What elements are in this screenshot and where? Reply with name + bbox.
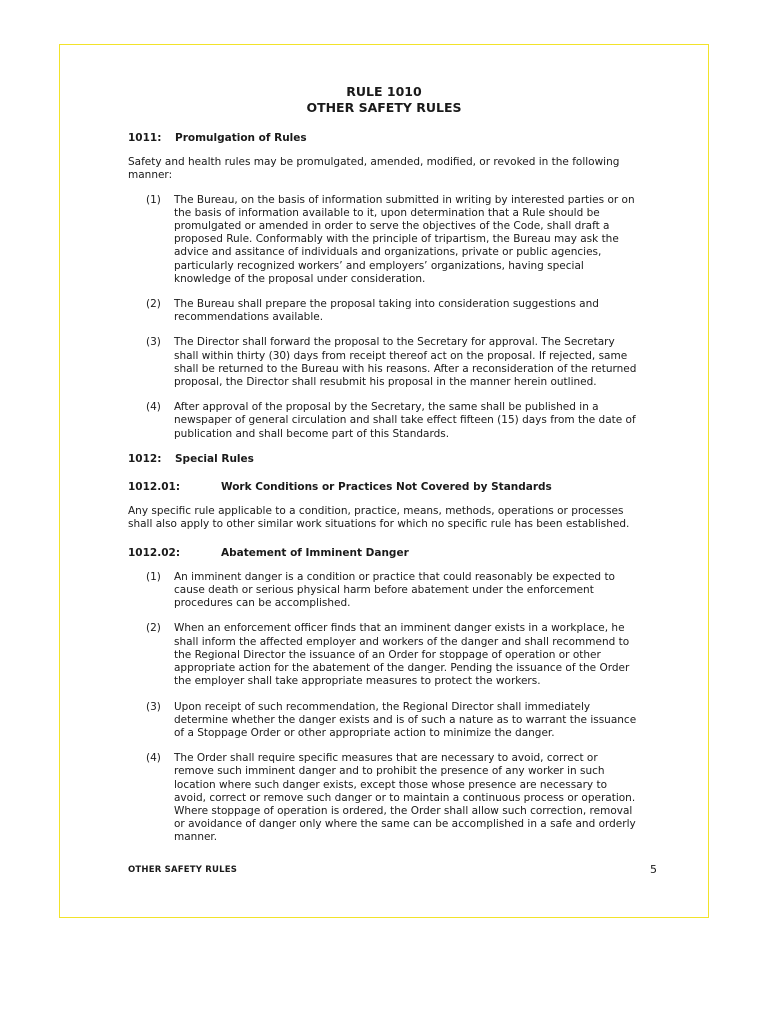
subsection-number: 1012.02: <box>128 546 181 559</box>
item-text: The Order shall require specific measures that are necessary to avoid, correct or remove such imminent danger and to prohibit the presence of any worker in such location where such danger exists, except those whose presence are necessary to avoid, correct or remove such danger or to maintain a continuous process or operation. Where stoppage of operation is ordered, the Order shall allow such correction, removal or avoidance of danger only where the same can be accomplished in a safe and orderly manner. <box>174 752 636 844</box>
item-text: When an enforcement officer finds that an imminent danger exists in a workplace, he shall inform the affected employer and workers of the danger and shall recommend to the Regional Director the issuance of an Order for stoppage of operation or other appropriate action for the abatement of the danger. Pending the issuance of the Order the employer shall take appropriate measures to protect the workers. <box>174 622 630 688</box>
item-marker: (3) <box>146 336 161 349</box>
section-intro: Safety and health rules may be promulgated, amended, modified, or revoked in the following manner: <box>128 156 620 182</box>
list-item <box>128 336 640 389</box>
list-item <box>128 622 640 688</box>
item-marker: (4) <box>146 752 161 765</box>
list-item <box>128 752 640 844</box>
list-1012-02 <box>128 571 640 845</box>
section-heading-1012 <box>128 453 640 466</box>
footer-label: OTHER SAFETY RULES <box>128 865 238 875</box>
list-item <box>128 298 640 324</box>
item-text: The Director shall forward the proposal to the Secretary for approval. The Secretary shall within thirty (30) days from receipt thereof act on the proposal. If rejected, same shall be returned to the Bureau with his reasons. After a reconsideration of the returned proposal, the Director shall resubmit his proposal in the manner herein outlined. <box>174 336 637 389</box>
item-text: An imminent danger is a condition or practice that could reasonably be expected to cause death or serious physical harm before abatement under the enforcement procedures can be accomplished. <box>174 570 615 610</box>
item-marker: (1) <box>146 193 161 206</box>
subsection-heading-1012-02 <box>128 547 640 560</box>
section-number: 1012: <box>128 452 162 465</box>
subsection-title: Abatement of Imminent Danger <box>221 546 409 559</box>
item-text: After approval of the proposal by the Secretary, the same shall be published in a newspaper of general circulation and shall take effect fifteen (15) days from the date of publication and shall become part of this Standards. <box>174 401 636 440</box>
subsection-heading-1012-01 <box>128 481 640 494</box>
item-marker: (2) <box>146 298 161 311</box>
item-marker: (4) <box>146 401 161 414</box>
item-marker: (1) <box>146 570 161 583</box>
list-1011 <box>128 194 640 441</box>
list-item <box>128 571 640 611</box>
section-number: 1011: <box>128 132 162 144</box>
rule-number: RULE 1010 <box>346 84 422 99</box>
item-marker: (3) <box>146 700 161 713</box>
item-text: The Bureau shall prepare the proposal taking into consideration suggestions and recommendations available. <box>174 298 599 324</box>
document-title: OTHER SAFETY RULES <box>306 100 462 115</box>
list-item <box>128 194 640 286</box>
section-heading-1011 <box>128 132 640 145</box>
list-item <box>128 401 640 441</box>
subsection-title: Work Conditions or Practices Not Covered by Standards <box>221 481 552 494</box>
section-title: Special Rules <box>175 452 254 465</box>
subsection-number: 1012.01: <box>128 481 181 494</box>
page-number: 5 <box>650 863 657 876</box>
document-body <box>128 84 640 857</box>
item-marker: (2) <box>146 622 161 635</box>
subsection-text: Any specific rule applicable to a condition, practice, means, methods, operations or processes shall also apply to other similar work situations for which no specific rule has been established. <box>128 505 630 531</box>
item-text: Upon receipt of such recommendation, the Regional Director shall immediately determine whether the danger exists and is of such a nature as to warrant the issuance of a Stoppage Order or other appropriate action to minimize the danger. <box>174 700 637 739</box>
list-item <box>128 701 640 741</box>
item-text: The Bureau, on the basis of information submitted in writing by interested parties or on the basis of information available to it, upon determination that a Rule should be promulgated or amended in order to serve the objectives of the Code, shall draft a proposed Rule. Conformably with the principle of tripartism, the Bureau may ask the advice and assitance of individuals and organizations, private or public agencies, particularly recognized workers’ and employers’ organizations, having special knowledge of the proposal under consideration. <box>174 193 635 285</box>
section-title: Promulgation of Rules <box>175 132 307 144</box>
